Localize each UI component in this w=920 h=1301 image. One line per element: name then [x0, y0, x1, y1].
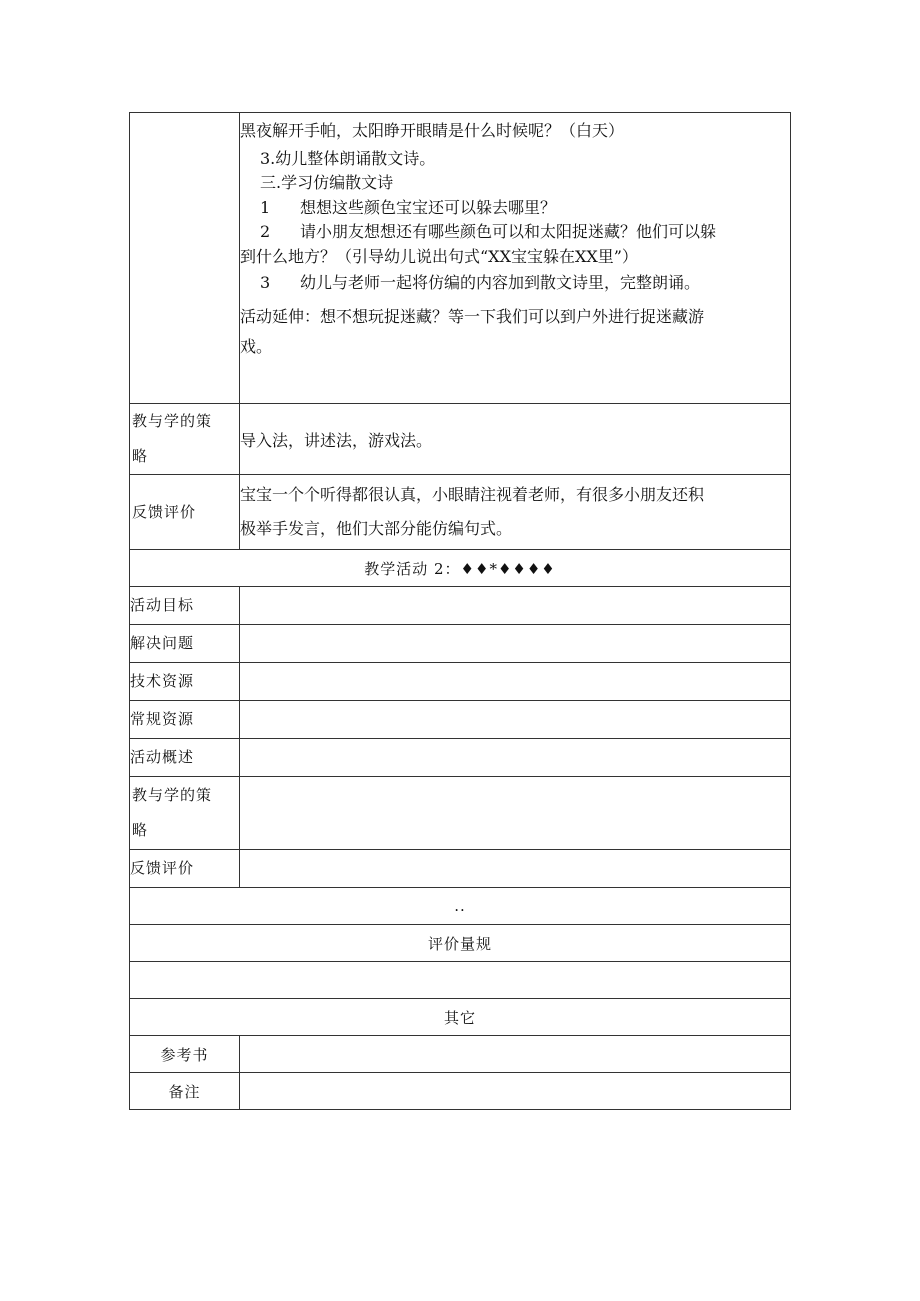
- strategy-label-line1: 教与学的策: [132, 786, 213, 804]
- activity2-feedback-value: [240, 850, 791, 888]
- numbered-item-2: [240, 220, 790, 245]
- overview-value: [240, 739, 791, 777]
- strategy-label-line2: 略: [132, 447, 149, 465]
- strategy-label-line1: 教与学的策: [132, 412, 213, 430]
- activity2-overview-row: [130, 739, 791, 777]
- item-number: 2: [260, 222, 271, 241]
- activity1-process-row: [130, 113, 791, 404]
- rubric-content: [130, 962, 791, 999]
- item-number: 3: [260, 273, 271, 292]
- note-value: [240, 1073, 791, 1110]
- content-line: 3.幼儿整体朗诵散文诗。: [260, 148, 436, 168]
- item-number: 1: [260, 197, 271, 217]
- regular-resource-value: [240, 701, 791, 739]
- rubric-content-row: [130, 962, 791, 999]
- regular-resource-label: 常规资源: [130, 701, 240, 739]
- strategy-label-cell: [130, 404, 240, 475]
- activity2-strategy-value: [240, 777, 791, 850]
- strategy-label-line2: 略: [132, 821, 149, 839]
- feedback-line: 极举手发言，他们大部分能仿编句式。: [240, 519, 513, 538]
- activity1-process-content: [240, 113, 791, 404]
- numbered-item-3: [240, 271, 790, 296]
- activity2-strategy-row: [130, 777, 791, 850]
- strategy-value: 导入法，讲述法，游戏法。: [240, 404, 791, 475]
- note-label: 备注: [130, 1073, 240, 1110]
- activity2-strategy-label-cell: [130, 777, 240, 850]
- goal-value: [240, 587, 791, 625]
- note-row: [130, 1073, 791, 1110]
- reference-label: 参考书: [130, 1036, 240, 1073]
- feedback-label: 反馈评价: [132, 502, 197, 521]
- activity2-feedback-label: 反馈评价: [130, 850, 240, 888]
- content-line: 三.学习仿编散文诗: [260, 173, 394, 192]
- activity2-tech-row: [130, 663, 791, 701]
- feedback-label-cell: [130, 475, 240, 550]
- item-text: 想想这些颜色宝宝还可以躲去哪里？: [300, 197, 557, 217]
- goal-label: 活动目标: [130, 587, 240, 625]
- reference-row: [130, 1036, 791, 1073]
- extension-line: 活动延伸：想不想玩捉迷藏？等一下我们可以到户外进行捉迷藏游: [240, 306, 705, 326]
- activity2-header-row: [130, 550, 791, 587]
- item-text: 请小朋友想想还有哪些颜色可以和太阳捉迷藏？他们可以躲: [300, 222, 717, 241]
- feedback-value-cell: [240, 475, 791, 550]
- activity2-goal-row: [130, 587, 791, 625]
- rubric-header-row: [130, 925, 791, 962]
- tech-resource-label: 技术资源: [130, 663, 240, 701]
- tech-resource-value: [240, 663, 791, 701]
- lesson-plan-table: [129, 112, 791, 1110]
- activity2-regular-row: [130, 701, 791, 739]
- activity2-feedback-row: [130, 850, 791, 888]
- activity1-strategy-row: [130, 404, 791, 475]
- other-header-row: [130, 999, 791, 1036]
- other-title: 其它: [130, 999, 791, 1036]
- extension-line: 戏。: [240, 336, 273, 356]
- content-line: 到什么地方？（引导幼儿说出句式“XX宝宝躲在XX里”）: [240, 246, 638, 266]
- activity2-problem-row: [130, 625, 791, 663]
- item-text: 幼儿与老师一起将仿编的内容加到散文诗里，完整朗诵。: [300, 273, 701, 292]
- numbered-item-1: [240, 196, 790, 221]
- activity2-title: 教学活动 2：♦♦*♦♦♦♦: [130, 550, 791, 587]
- dots-text: ..: [130, 888, 791, 925]
- problem-value: [240, 625, 791, 663]
- overview-label: 活动概述: [130, 739, 240, 777]
- content-line: 黑夜解开手帕，太阳睁开眼睛是什么时候呢？（白天）: [240, 121, 625, 140]
- activity1-feedback-row: [130, 475, 791, 550]
- reference-value: [240, 1036, 791, 1073]
- problem-label: 解决问题: [130, 625, 240, 663]
- rubric-title: 评价量规: [130, 925, 791, 962]
- dots-row: [130, 888, 791, 925]
- feedback-line: 宝宝一个个听得都很认真，小眼睛注视着老师，有很多小朋友还积: [240, 485, 705, 504]
- activity1-process-label-cell: [130, 113, 240, 404]
